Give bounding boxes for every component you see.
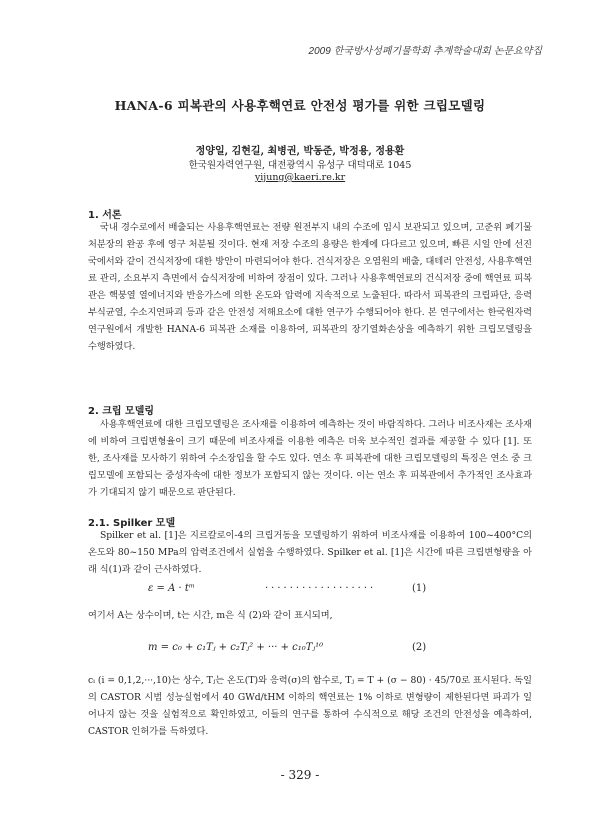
page-number: - 329 - — [280, 768, 320, 782]
section-2-1-paragraph-1 — [88, 527, 532, 578]
equation-1-leader: ·················· — [265, 583, 377, 594]
section-2-1-paragraph-2: 여기서 A는 상수이며, t는 시간, m은 식 (2)와 같이 표시되며, — [88, 610, 333, 621]
equation-1: ε = A · tᵐ — [148, 583, 196, 594]
conference-header: 2009 한국방사성폐기물학회 추계학술대회 논문요약집 — [308, 46, 542, 57]
section-2-text: 사용후핵연료에 대한 크립모델링은 조사재를 이용하여 예측하는 것이 바람직하다. 그러나 비조사재는 조사재에 비하여 크립변형율이 크기 때문에 비조사재를 이용한 예측은 더욱 보수적인 결과를 제공할 수 있다 [1]. 또한, 조사재를 모사하기 위하여 수소장입을 할 수도 있다. 연소 후 피복관에 대한 크립모델링의 특징은 연소 중 크립모델에 포함되는 중성자속에 대한 정보가 포함되지 않는 것이다. 이는 연소 후 피복관에서 추가적인 조사효과가 기대되지 않기 때문으로 판단된다. — [88, 419, 532, 498]
section-1-heading: 1. 서론 — [88, 210, 122, 221]
equation-2: m = c₀ + c₁Tⱼ + c₂Tⱼ² + ··· + c₁₀Tⱼ¹⁰ — [148, 642, 324, 653]
equation-2-number: (2) — [412, 642, 427, 653]
section-1-paragraph — [88, 219, 532, 355]
section-2-paragraph — [88, 416, 532, 501]
equation-1-number: (1) — [412, 583, 427, 594]
section-1-text: 국내 경수로에서 배출되는 사용후핵연료는 전량 원전부지 내의 수조에 임시 보관되고 있으며, 고준위 폐기물처분장의 완공 후에 영구 처분될 것이다. 현재 저장 수조의 용량은 한계에 다다르고 있으며, 빠른 시일 안에 선진국에서와 같이 건식저장에 대한 방안이 마련되어야 한다. 건식저장은 오염원의 배출, 대테러 안전성, 사용후핵연료 관리, 소요부지 측면에서 습식저장에 비하여 장점이 있다. 그러나 사용후핵연료의 건식저장 중에 핵연료 피복관은 핵붕열 열에너지와 반응가스에 의한 온도와 압력에 지속적으로 노출된다. 따라서 피복관의 크립파단, 응력부식균열, 수소지연파괴 등과 같은 안전성 저해요소에 대한 연구가 수행되어야 한다. 본 연구에서는 한국원자력연구원에서 개발한 HANA-6 피복관 소재를 이용하여, 피복관의 장기열화손상을 예측하기 위한 크립모델링을 수행하였다. — [88, 222, 532, 352]
section-2-1-heading: 2.1. Spilker 모델 — [88, 518, 176, 529]
affiliation: 한국원자력연구원, 대전광역시 유성구 대덕대로 1045 — [188, 160, 412, 171]
section-2-1-paragraph-3: cᵢ (i = 0,1,2,···,10)는 상수, Tⱼ는 온도(T)와 응력(σ)의 함수로, Tⱼ = T + (σ − 80) · 45/70로 표시된다. 독일의 CASTOR 시범 성능실험에서 40 GWd/tHM 이하의 핵연료는 1% 이하로 변형량이 제한된다면 파괴가 일어나지 않는 것을 실험적으로 확인하였고, 이들의 연구를 통하여 수식적으로 해당 조건의 안전성을 예측하여, CASTOR 인허가를 득하였다. — [88, 675, 532, 737]
section-2-heading: 2. 크립 모델링 — [88, 406, 155, 417]
paper-title: HANA-6 피복관의 사용후핵연료 안전성 평가를 위한 크립모델링 — [114, 98, 486, 113]
authors: 정양일, 김현길, 최병권, 박동준, 박정용, 정용환 — [195, 146, 405, 157]
author-email[interactable]: yijung@kaeri.re.kr — [254, 172, 346, 183]
section-2-1-text-1: Spilker et al. [1]은 지르칼로이-4의 크립거동을 모델링하기 위하여 비조사재를 이용하여 100~400°C의 온도와 80~150 MPa의 압력조건에서 실험을 수행하였다. Spilker et al. [1]은 시간에 따른 크립변형량을 아래 식(1)과 같이 근사하였다. — [88, 530, 532, 575]
